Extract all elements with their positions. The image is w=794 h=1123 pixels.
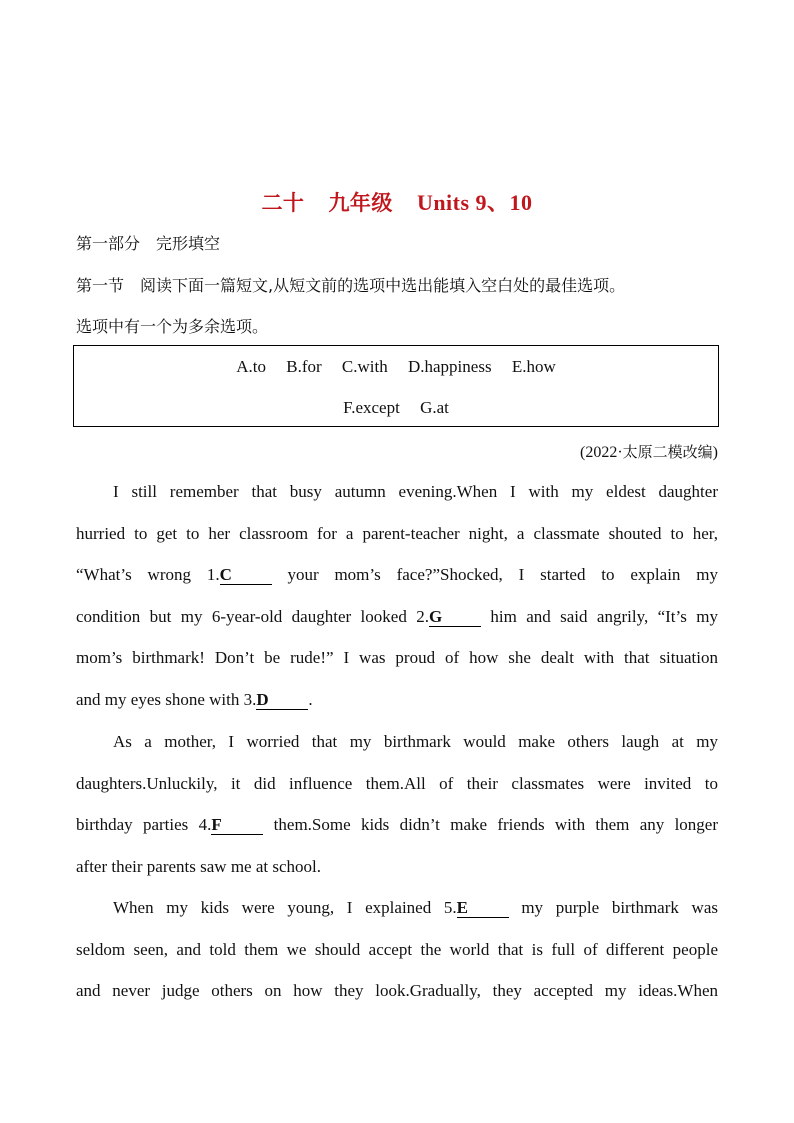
option-a: A.to — [236, 357, 266, 376]
answer-blank-4: F — [211, 816, 263, 835]
passage-line: birthday parties 4.F them.Some kids didn’t make friends with them any longer — [76, 815, 718, 835]
source-note: (2022·太原二模改编) — [580, 443, 718, 461]
option-c: C.with — [341, 357, 388, 376]
passage-paragraph-1 — [76, 471, 718, 721]
page-title — [0, 186, 794, 217]
passage-line: after their parents saw me at school. — [76, 856, 321, 876]
options-row-1 — [74, 357, 718, 377]
option-f: F.except — [343, 398, 400, 417]
passage-line: mom’s birthmark! Don’t be rude!” I was proud of how she dealt with that situation — [76, 648, 718, 668]
passage-line: condition but my 6-year-old daughter looked 2.G him and said angrily, “It’s my — [76, 606, 718, 626]
option-b: B.for — [286, 357, 322, 376]
passage-paragraph-2 — [76, 721, 718, 887]
part-heading: 第一部分 完形填空 — [76, 234, 221, 253]
title-units: Units 9、10 — [416, 190, 533, 215]
answer-blank-5: E — [457, 899, 509, 918]
options-box — [73, 345, 719, 427]
option-d: D.happiness — [407, 357, 492, 376]
passage-line: As a mother, I worried that my birthmark would make others laugh at my — [113, 732, 718, 751]
option-g: G.at — [420, 398, 449, 417]
answer-blank-3: D — [256, 691, 308, 710]
passage-line: I still remember that busy autumn evening.When I with my eldest daughter — [113, 482, 718, 501]
passage-line: and never judge others on how they look.Gradually, they accepted my ideas.When — [76, 981, 718, 1001]
section-instruction-line1: 第一节 阅读下面一篇短文,从短文前的选项中选出能填入空白处的最佳选项。 — [76, 276, 626, 295]
answer-blank-2: G — [429, 608, 481, 627]
passage-line: seldom seen, and told them we should accept the world that is full of different people — [76, 939, 718, 959]
answer-blank-1: C — [220, 566, 272, 585]
options-row-2 — [74, 398, 718, 418]
section-instruction-line2: 选项中有一个为多余选项。 — [76, 317, 269, 336]
title-number: 二十 — [261, 191, 305, 215]
passage-line: When my kids were young, I explained 5.E my purple birthmark was — [113, 898, 718, 917]
title-grade: 九年级 — [328, 191, 393, 215]
passage-line: and my eyes shone with 3.D . — [76, 689, 313, 709]
passage-line: daughters.Unluckily, it did influence them.All of their classmates were invited to — [76, 773, 718, 793]
passage-line: “What’s wrong 1.C your mom’s face?”Shocked, I started to explain my — [76, 565, 718, 585]
passage-line: hurried to get to her classroom for a parent-teacher night, a classmate shouted to her, — [76, 523, 718, 543]
passage-paragraph-3 — [76, 887, 718, 1012]
option-e: E.how — [511, 357, 556, 376]
